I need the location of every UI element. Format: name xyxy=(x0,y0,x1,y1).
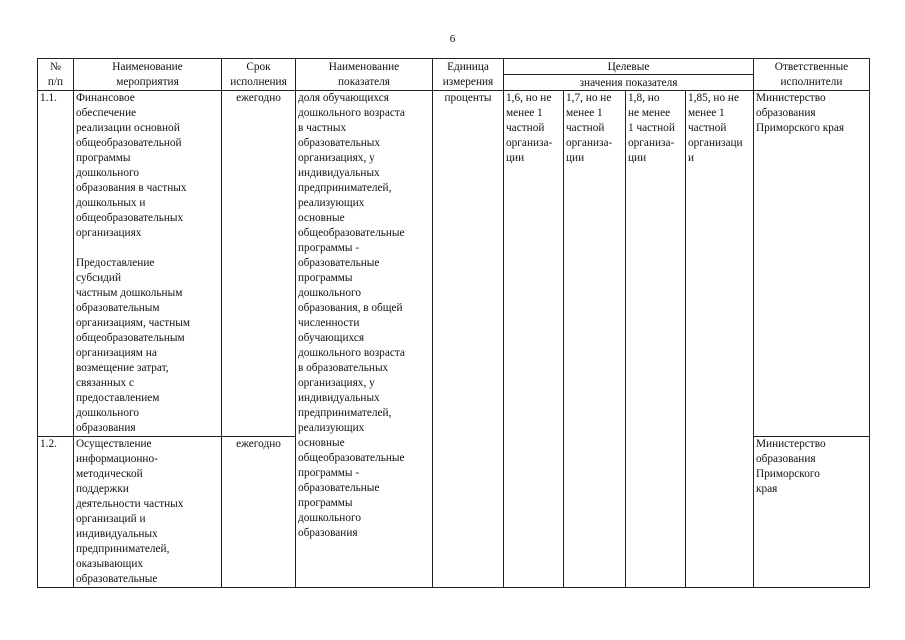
text-line: образования в частных xyxy=(76,182,187,194)
text-line: общеобразовательные xyxy=(298,227,405,239)
text-line: организациям на xyxy=(76,347,157,359)
text-line: 1,7, но не xyxy=(566,92,612,104)
text-line: образовательные xyxy=(298,482,380,494)
text-line: деятельности частных xyxy=(76,498,184,510)
text-line: организаци xyxy=(688,137,743,149)
text-line: дошкольного возраста xyxy=(298,347,405,359)
text-line: предпринимателей, xyxy=(76,543,170,555)
text-line: 1,85, но не xyxy=(688,92,739,104)
text-line: организациям, частным xyxy=(76,317,191,329)
text-line: и xyxy=(688,152,695,164)
text-line: ции xyxy=(566,152,585,164)
text-line: частной xyxy=(566,122,605,134)
text-line: 1,8, но xyxy=(628,92,660,104)
responsible xyxy=(754,91,870,437)
text-line: образовательных xyxy=(298,137,381,149)
text-line: образования, в общей xyxy=(298,302,403,314)
text-line: индивидуальных xyxy=(76,528,158,540)
text-line: информационно- xyxy=(76,453,158,465)
text-line: организаций и xyxy=(76,513,146,525)
text-line: программы - xyxy=(298,467,360,479)
text-line: образовательные xyxy=(298,257,380,269)
text-line: образования xyxy=(756,107,816,119)
text-line: индивидуальных xyxy=(298,167,380,179)
text-line: в частных xyxy=(298,122,347,134)
target-value xyxy=(686,91,754,588)
header-responsible: Ответственные исполнители xyxy=(754,59,870,91)
text-line: основные xyxy=(298,437,345,449)
text-line: Министерство xyxy=(756,92,826,104)
page-number: 6 xyxy=(449,33,456,45)
text-line: Приморского xyxy=(756,468,820,480)
text-line: предоставлением xyxy=(76,392,160,404)
text-line: Министерство xyxy=(756,438,826,450)
text-line: реализующих xyxy=(298,422,365,434)
table-row xyxy=(38,91,870,437)
text-line: организациях, у xyxy=(298,377,375,389)
text-line: организа- xyxy=(628,137,675,149)
text-line: реализации основной xyxy=(76,122,180,134)
text-line: менее 1 xyxy=(566,107,603,119)
text-line: ции xyxy=(628,152,647,164)
target-value xyxy=(564,91,626,588)
text-line: дошкольного xyxy=(76,167,139,179)
measure-name xyxy=(74,91,222,437)
header-target-top: Целевые xyxy=(504,59,754,75)
text-line: дошкольного xyxy=(298,512,361,524)
text-line: образования xyxy=(298,527,358,539)
text-line: организациях, у xyxy=(298,152,375,164)
text-line: методической xyxy=(76,468,143,480)
text-line: Предоставление xyxy=(76,257,155,269)
text-line: менее 1 xyxy=(506,107,543,119)
text-line: основные xyxy=(298,212,345,224)
header-no: № п/п xyxy=(38,59,74,91)
text-line: дошкольного xyxy=(76,407,139,419)
text-line: организа- xyxy=(566,137,613,149)
header-row-top xyxy=(38,59,870,75)
text-line: поддержки xyxy=(76,483,129,495)
header-target-bottom: значения показателя xyxy=(504,75,754,91)
header-term: Срок исполнения xyxy=(222,59,296,91)
text-line: общеобразовательной xyxy=(76,137,182,149)
measure-term: ежегодно xyxy=(222,91,296,437)
text-line: дошкольного возраста xyxy=(298,107,405,119)
text-line: Приморского края xyxy=(756,122,845,134)
measure-term: ежегодно xyxy=(222,437,296,588)
indicator-name xyxy=(296,91,433,588)
text-line: обеспечение xyxy=(76,107,137,119)
text-line: оказывающих xyxy=(76,558,144,570)
target-value xyxy=(504,91,564,588)
text-line: не менее xyxy=(628,107,671,119)
target-value xyxy=(626,91,686,588)
text-line: программы xyxy=(76,152,131,164)
header-unit: Единица измерения xyxy=(433,59,504,91)
measures-table xyxy=(37,58,870,588)
text-line: предпринимателей, xyxy=(298,407,392,419)
header-indicator: Наименование показателя xyxy=(296,59,433,91)
text-line: индивидуальных xyxy=(298,392,380,404)
row-number: 1.1. xyxy=(38,91,74,437)
text-line: субсидий xyxy=(76,272,122,284)
measure-name xyxy=(74,437,222,588)
text-line: образовательным xyxy=(76,302,160,314)
text-line: дошкольного xyxy=(298,287,361,299)
text-line: Финансовое xyxy=(76,92,135,104)
text-line: реализующих xyxy=(298,197,365,209)
row-number: 1.2. xyxy=(38,437,74,588)
responsible xyxy=(754,437,870,588)
text-line: дошкольных и xyxy=(76,197,146,209)
text-line: частным дошкольным xyxy=(76,287,183,299)
text-line: образовательные xyxy=(76,573,158,585)
text-line: 1,6, но не xyxy=(506,92,552,104)
text-line: края xyxy=(756,483,778,495)
text-line: численности xyxy=(298,317,360,329)
header-name: Наименование мероприятия xyxy=(74,59,222,91)
text-line: в образовательных xyxy=(298,362,389,374)
unit: проценты xyxy=(433,91,504,588)
text-line: возмещение затрат, xyxy=(76,362,169,374)
text-line: Осуществление xyxy=(76,438,152,450)
text-line: ции xyxy=(506,152,525,164)
text-line: образования xyxy=(756,453,816,465)
text-line: организациях xyxy=(76,227,142,239)
text-line: общеобразовательных xyxy=(76,212,184,224)
text-line: 1 частной xyxy=(628,122,675,134)
text-line: программы xyxy=(298,497,353,509)
text-line: организа- xyxy=(506,137,553,149)
text-line: доля обучающихся xyxy=(298,92,389,104)
text-line: общеобразовательным xyxy=(76,332,185,344)
text-line: частной xyxy=(506,122,545,134)
text-line: программы xyxy=(298,272,353,284)
text-line: связанных с xyxy=(76,377,135,389)
text-line: частной xyxy=(688,122,727,134)
text-line: общеобразовательные xyxy=(298,452,405,464)
text-line: образования xyxy=(76,422,136,434)
text-line: предпринимателей, xyxy=(298,182,392,194)
text-line: обучающихся xyxy=(298,332,365,344)
text-line: менее 1 xyxy=(688,107,725,119)
text-line: программы - xyxy=(298,242,360,254)
